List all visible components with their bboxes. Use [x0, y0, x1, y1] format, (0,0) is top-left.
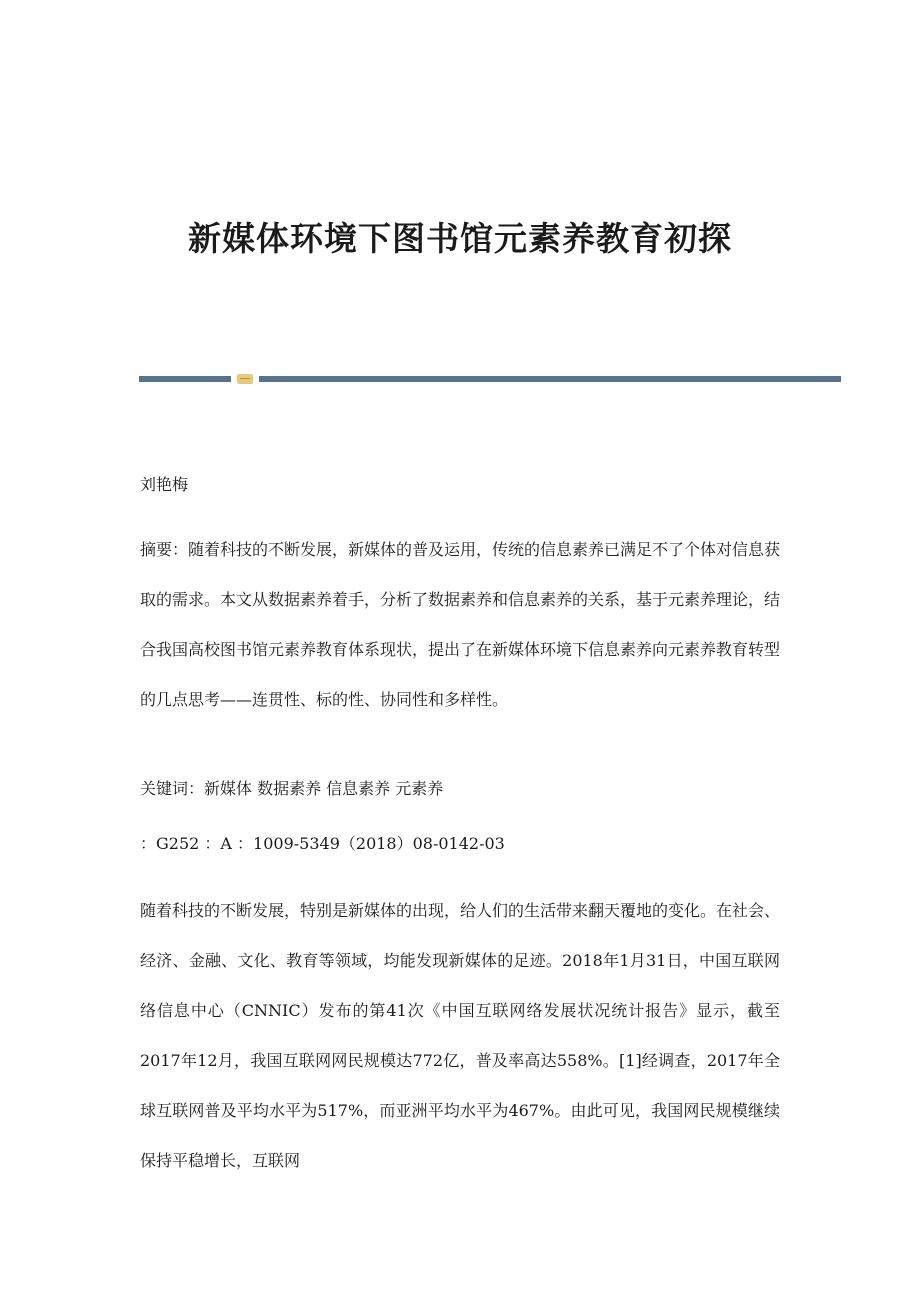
divider-right-bar	[259, 376, 841, 382]
author-name: 刘艳梅	[140, 475, 189, 494]
body-paragraph: 随着科技的不断发展，特别是新媒体的出现，给人们的生活带来翻天覆地的变化。在社会、经济、金融、文化、教育等领域，均能发现新媒体的足迹。2018年1月31日，中国互联网络信息中心（CNNIC）发布的第41次《中国互联网络发展状况统计报告》显示，截至2017年12月，我国互联网网民规模达772亿，普及率高达558%。[1]经调查，2017年全球互联网普及平均水平为517%，而亚洲平均水平为467%。由此可见，我国网民规模继续保持平稳增长，互联网	[140, 901, 781, 1170]
envelope-icon	[237, 374, 253, 384]
classification-line: ：G252 ：A ：1009-5349（2018）08-0142-03	[140, 834, 505, 853]
title-divider	[139, 374, 841, 384]
keywords-line: 关键词：新媒体 数据素养 信息素养 元素养	[140, 779, 444, 798]
divider-left-bar	[139, 376, 231, 382]
abstract-paragraph: 摘要：随着科技的不断发展，新媒体的普及运用，传统的信息素养已满足不了个体对信息获取的需求。本文从数据素养着手，分析了数据素养和信息素养的关系，基于元素养理论，结合我国高校图书馆元素养教育体系现状，提出了在新媒体环境下信息素养向元素养教育转型的几点思考——连贯性、标的性、协同性和多样性。	[140, 540, 781, 709]
paper-title: 新媒体环境下图书馆元素养教育初探	[188, 219, 732, 258]
